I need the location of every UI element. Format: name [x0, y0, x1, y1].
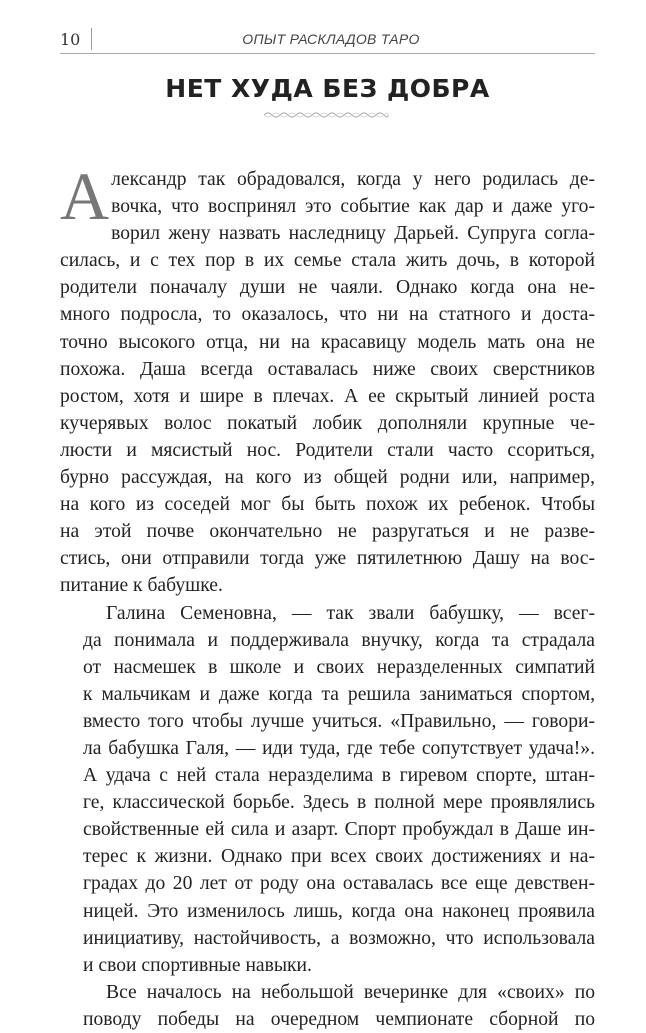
- text-line: лександр так обрадовался, когда у него родилась де-: [111, 169, 595, 190]
- text-line: к мальчикам и даже когда та решила заниматься спортом,: [83, 683, 595, 705]
- text-line: ла бабушка Галя, — иди туда, где тебе сопутствует удача!».: [83, 737, 595, 759]
- text-line: на кого из соседей мог бы быть похож их ребенок. Чтобы: [60, 494, 595, 516]
- text-line: люсти и мясистый нос. Родители стали часто ссориться,: [60, 439, 595, 461]
- page-number: 10: [60, 30, 81, 49]
- paragraph-3: [60, 979, 595, 1033]
- text-line: стись, они отправили тогда уже пятилетнюю Дашу на вос-: [60, 548, 595, 570]
- paragraph-1: [60, 158, 595, 600]
- text-line: вместо того чтобы лучше учиться. «Правильно, — говори-: [83, 710, 595, 732]
- text-line: кучерявых волос покатый лобик дополняли крупные че-: [60, 412, 595, 434]
- text-line: вочка, что воспринял это событие как дар и даже уго-: [111, 196, 595, 218]
- text-line: и свои спортивные навыки.: [83, 954, 312, 976]
- text-line: ге, классической борьбе. Здесь в полной мере проявлялись: [83, 792, 595, 814]
- text-line: много подросла, то оказалось, что ни на статного и доста-: [60, 304, 595, 326]
- ornament-divider-icon: [262, 110, 390, 120]
- text-line: Галина Семеновна, — так звали бабушку, — всег-: [106, 602, 595, 624]
- text-line: градах до 20 лет от роду она оставалась все еще девствен-: [83, 873, 595, 895]
- chapter-title: НЕТ ХУДА БЕЗ ДОБРА: [165, 74, 490, 103]
- text-line: да понимала и поддерживала внучку, когда та страдала: [83, 629, 595, 651]
- header-rule: [60, 53, 595, 54]
- text-line: ростом, хотя и шире в плечах. А ее скрытый линией роста: [60, 385, 595, 407]
- text-line: ворил жену назвать наследницу Дарьей. Супруга согла-: [111, 223, 595, 245]
- running-header: [0, 0, 646, 60]
- chapter-body: [60, 158, 595, 1033]
- text-line: свойственные ей сила и азарт. Спорт пробуждал в Даше ин-: [83, 819, 595, 841]
- text-line: от насмешек в школе и своих неразделенных симпатий: [83, 656, 595, 678]
- paragraph-2: [60, 600, 595, 979]
- drop-cap: А: [60, 158, 110, 234]
- text-line: инициативу, настойчивость, а возможно, что использовала: [83, 927, 595, 949]
- text-line: точно высокого отца, ни на красавицу модель мать она не: [60, 331, 595, 353]
- text-line: силась, и с тех пор в их семье стала жить дочь, в которой: [60, 250, 595, 272]
- running-title: ОПЫТ РАСКЛАДОВ ТАРО: [242, 31, 420, 47]
- text-line: ницей. Это изменилось лишь, когда она наконец проявила: [83, 900, 595, 922]
- text-line: терес к жизни. Однако при всех своих достижениях и на-: [83, 846, 595, 868]
- text-line: бурно рассуждая, на кого из общей родни или, например,: [60, 467, 595, 489]
- text-line: А удача с ней стала неразделима в гиревом спорте, штан-: [83, 765, 595, 787]
- text-line: Все началось на небольшой вечеринке для «своих» по: [106, 981, 595, 1003]
- text-line: похожа. Даша всегда оставалась ниже своих сверстников: [60, 358, 595, 380]
- header-separator: [91, 28, 92, 50]
- text-line: на этой почве окончательно не разругаться и не разве-: [60, 521, 595, 543]
- text-line: поводу победы на очередном чемпионате сборной по: [83, 1008, 595, 1030]
- text-line: питание к бабушке.: [60, 575, 223, 597]
- text-line: родители поначалу души не чаяли. Однако когда она не-: [60, 277, 595, 299]
